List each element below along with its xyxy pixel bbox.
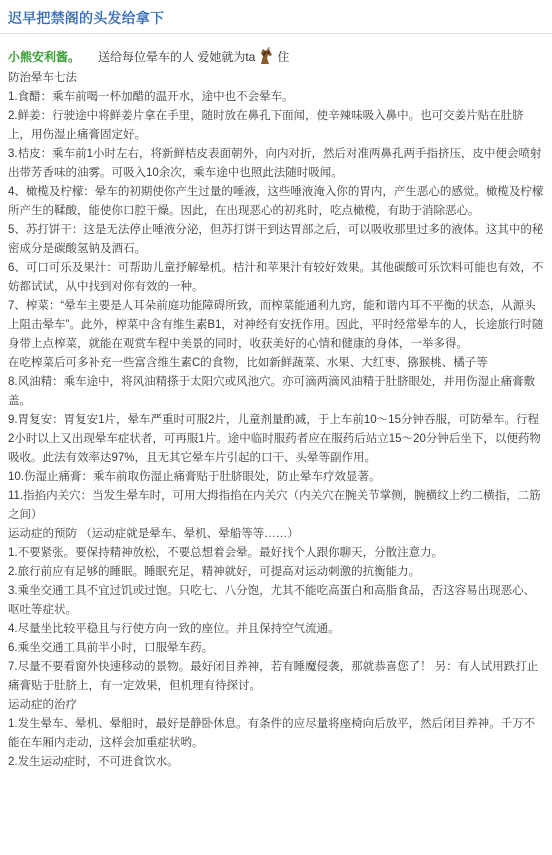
article-body [8,69,544,772]
article-paragraph: 2.发生运动症时，不可进食饮水。 [8,756,179,768]
article-paragraph: 9.胃复安：胃复安1片，晕车严重时可服2片，儿童剂量酌减，于上车前10～15分钟吞服，可防晕车。行程2小时以上又出现晕车症状者，可再服1片。途中临时服药者应在服药后站立15～20分钟后坐下，以便药物吸收。此法有效率达97%，且无其它晕车片引起的口干、头晕等副作用。 [8,414,541,464]
horse-icon [256,46,276,66]
article-paragraph: 4.尽量坐比较平稳且与行使方向一致的座位。并且保持空气流通。 [8,623,340,635]
article-paragraph: 3.桔皮：乘车前1小时左右，将新鲜桔皮表面朝外，向内对折，然后对准两鼻孔两手指挤压，皮中便会喷射出带芳香味的油雾。可吸入10余次，乘车途中也照此法随时吸闻。 [8,148,542,179]
article-paragraph: 3.乘坐交通工具不宜过饥或过饱。只吃七、八分饱，尤其不能吃高蛋白和高脂食品，否这容易出现恶心、呕吐等症状。 [8,585,536,616]
article-paragraph: 运动症的预防 （运动症就是晕车、晕机、晕船等等……） [8,528,299,540]
article-paragraph: 10.伤湿止痛膏：乘车前取伤湿止痛膏贴于肚脐眼处，防止晕车疗效显著。 [8,471,381,483]
post-title[interactable]: 迟早把禁阁的头发给拿下 [8,10,165,26]
article-paragraph: 运动症的治疗 [8,699,77,711]
article-paragraph: 7.尽量不要看窗外快速移动的景物。最好闭目养神，若有睡魔侵袭，那就恭喜您了！ 另：有人试用跌打止痛膏贴于肚脐上，有一定效果，但机理有待探讨。 [8,661,539,692]
article-paragraph: 1.发生晕车、晕机、晕船时，最好是静卧休息。有条件的应尽量将座椅向后放平，然后闭目养神。千万不能在车厢内走动，这样会加重症状哟。 [8,718,536,749]
tagline-text: 送给每位晕车的人 爱她就为ta [98,49,256,64]
article-paragraph: 8.风油精：乘车途中，将风油精搽于太阳穴或风池穴。亦可滴两滴风油精于肚脐眼处，并用伤湿止痛膏敷盖。 [8,376,536,407]
tagline-tail: 住 [277,49,290,64]
article-paragraph: 1.不要紧张。要保持精神放松，不要总想着会晕。最好找个人跟你聊天，分散注意力。 [8,547,444,559]
post-header [0,0,552,34]
article-paragraph: 7、榨菜：“晕车主要是人耳朵前庭功能障碍所致，而榨菜能通利九窍，能和谐内耳不平衡的状态，从源头上阻击晕车”。此外，榨菜中含有维生素B1，对神经有安抚作用。因此，平时经常晕车的人，长途旅行时随身带上点榨菜，就能在观赏车程中美景的同时，收获美好的心情和健康的身体，一举多得。 [8,300,544,350]
article-paragraph: 2.旅行前应有足够的睡眠。睡眠充足，精神就好，可提高对运动刺激的抗衡能力。 [8,566,421,578]
article-paragraph: 防治晕车七法 [8,72,77,84]
article-paragraph: 2.鲜姜：行驶途中将鲜姜片拿在手里，随时放在鼻孔下面闻，使辛辣味吸入鼻中。也可交姜片贴在肚脐上，用伤湿止痛膏固定好。 [8,110,524,141]
post-content [0,34,552,772]
article-paragraph: 在吃榨菜后可多补充一些富含维生素C的食物，比如新鲜蔬菜、水果、大红枣、猕猴桃、橘子等 [8,357,488,369]
article-paragraph: 6.乘坐交通工具前半小时，口服晕车药。 [8,642,214,654]
article-paragraph: 11.指掐内关穴：当发生晕车时，可用大拇指掐在内关穴（内关穴在腕关节掌侧，腕横纹上约二横指，二筋之间） [8,490,541,521]
author-name[interactable]: 小熊安利酱。 [8,49,81,64]
article-paragraph: 6、可口可乐及果汁：可帮助儿童抒解晕机。桔汁和苹果汁有较好效果。其他碳酸可乐饮料可能也有效，不妨都试试，从中找到对你有效的一种。 [8,262,544,293]
article-paragraph: 5、苏打饼干：这是无法停止唾液分泌，但苏打饼干到达胃部之后，可以吸收那里过多的液体。这其中的秘密成分是碳酸氢钠及酒石。 [8,224,544,255]
author-tagline [8,46,544,66]
article-paragraph: 1.食醋：乘车前喝一杯加醋的温开水，途中也不会晕车。 [8,91,294,103]
article-paragraph: 4、橄榄及柠檬：晕车的初期使你产生过量的唾液，这些唾液淹入你的胃内，产生恶心的感觉。橄榄及柠檬所产生的鞣酸，能使你口腔干燥。因此，在出现恶心的初兆时，吃点橄榄，有助于消除恶心。 [8,186,544,217]
